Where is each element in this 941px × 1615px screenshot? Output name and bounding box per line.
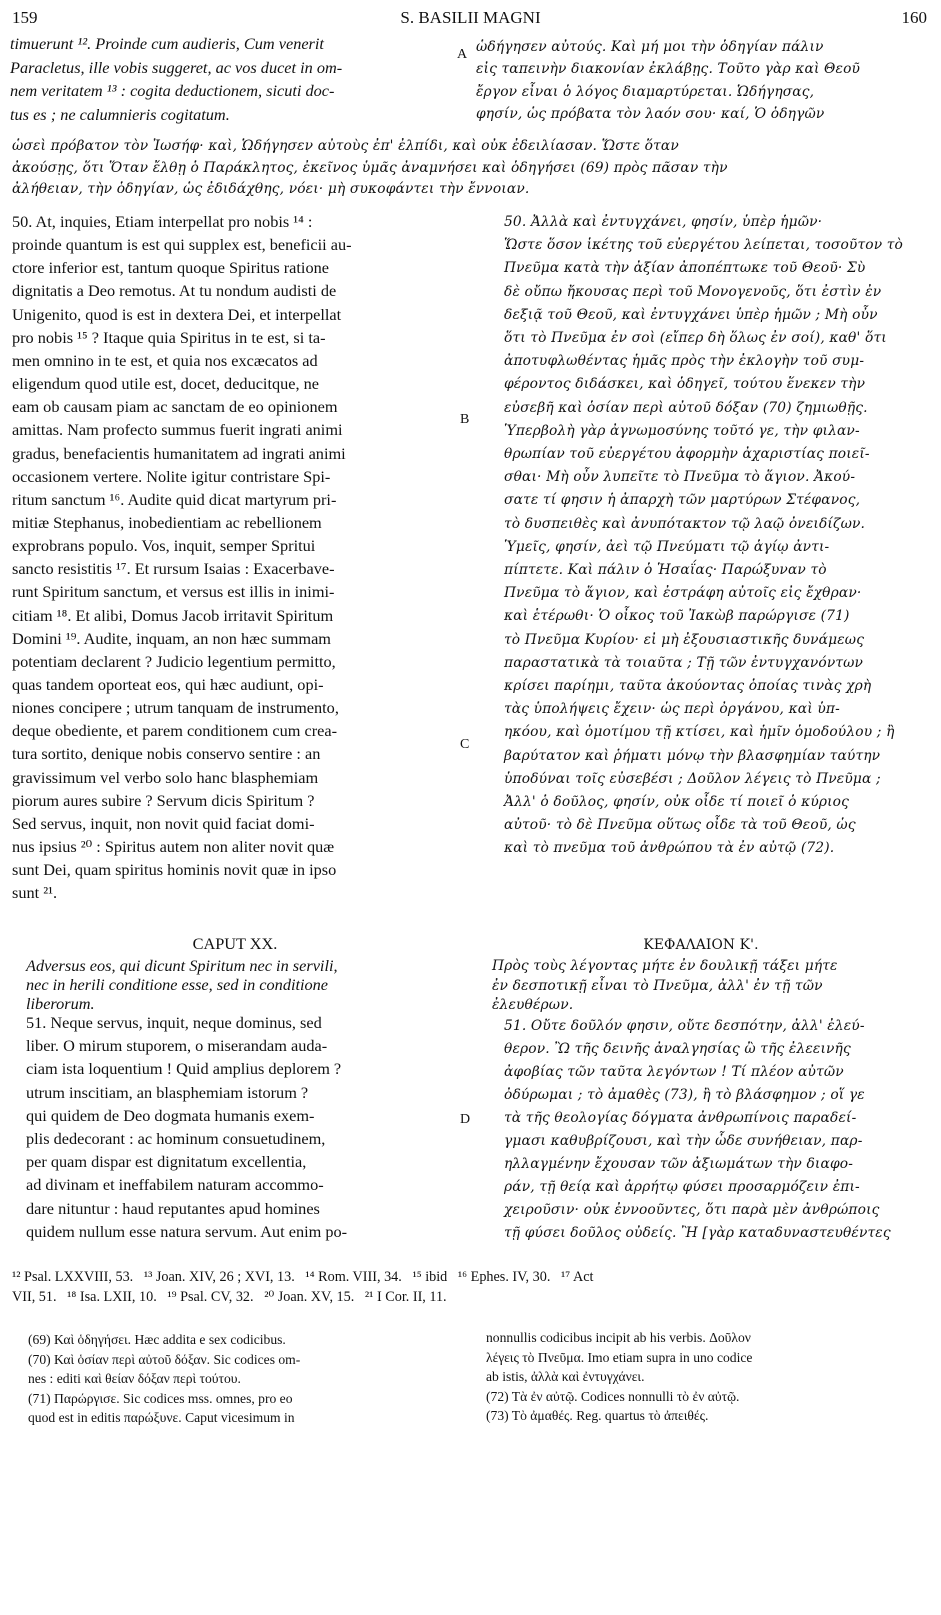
text-line: καὶ τὸ πνεῦμα τοῦ ἀνθρώπου τὰ ἐν αὐτῷ (72). bbox=[504, 840, 835, 857]
text-line: (70) Καὶ ὁσίαν περὶ αὐτοῦ δόξαν. Sic codices om- bbox=[28, 1351, 301, 1367]
text-line: ἀφοβίας τῶν ταῦτα λεγόντων ! Τί πλέον αὐτῶν bbox=[504, 1064, 844, 1080]
text-line: qui quidem de Deo dogmata humanis exem- bbox=[26, 1105, 315, 1125]
text-line: γμασι καθυβρίζουσι, καὶ τὴν ὧδε συνήθειαν, παρ- bbox=[504, 1133, 863, 1149]
text-line: βαρύτατον καὶ ῥήματι μόνῳ τὴν βλασφημίαν ταύτην bbox=[504, 747, 881, 764]
text-line: παραστατικὰ τὰ τοιαῦτα ; Τῇ τῶν ἐντυγχανόντων bbox=[504, 654, 864, 671]
text-line: Πνεῦμα τὸ ἅγιον, καὶ ἐστράφη αὐτοῖς εἰς ἔχθραν· bbox=[504, 585, 862, 602]
text-line: exprobrans populo. Vos, inquit, semper Spritui bbox=[12, 536, 316, 556]
text-line: κρίσει παρίημι, ταῦτα ἀκούοντας ὁποίας τινὰς χρὴ bbox=[504, 678, 872, 694]
text-line: Πνεῦμα κατὰ τὴν ἀξίαν ἀποπέπτωκε τοῦ Θεοῦ· Σὺ bbox=[504, 260, 866, 277]
text-line: dare nituntur : haud reputantes apud homines bbox=[26, 1198, 320, 1218]
text-line: dignitatis a Deo remotus. At tu nondum audisti de bbox=[12, 281, 337, 301]
text-line: ἀποτυφλωθέντας ἡμᾶς πρὸς τὴν ἐκλογὴν τοῦ συμ- bbox=[504, 353, 865, 370]
text-line: Adversus eos, qui dicunt Spiritum nec in servili, bbox=[26, 956, 338, 975]
text-line: 51. Neque servus, inquit, neque dominus, sed bbox=[26, 1013, 322, 1032]
text-line: gradus, benefacientis humanitatem ad ingrati animi bbox=[12, 443, 346, 463]
text-line: (71) Παρώργισε. Sic codices mss. omnes, pro eo bbox=[28, 1390, 293, 1406]
text-line: proinde quantum is est qui supplex est, beneficii au- bbox=[12, 235, 352, 255]
text-line: quod est in editis παρώξυνε. Caput vicesimum in bbox=[28, 1410, 295, 1425]
text-line: καὶ ἑτέρωθι· Ὁ οἶκος τοῦ Ἰακὼβ παρώργισε (71) bbox=[504, 608, 850, 625]
text-line: nes : editi καὶ θείαν δόξαν περὶ τούτου. bbox=[28, 1371, 241, 1386]
text-line: τὸ δυσπειθὲς καὶ ἀνυπότακτον τῷ λαῷ ὀνειδίζων. bbox=[504, 515, 866, 532]
text-line: mitiæ Stephanus, inobedientiam ac rebellionem bbox=[12, 512, 322, 532]
text-line: τὸ Πνεῦμα Κυρίου· εἰ μὴ ἐξουσιαστικῆς δυνάμεως bbox=[504, 631, 865, 648]
text-line: niones concipere ; utrum tanquam de instrumento, bbox=[12, 698, 339, 718]
text-line: δεξιᾷ τοῦ Θεοῦ, καὶ ἐντυγχάνει ὑπὲρ ἡμῶν ; Μὴ οὖν bbox=[504, 306, 878, 323]
text-line: πίπτετε. Καὶ πάλιν ὁ Ἡσαΐας· Παρώξυναν τὸ bbox=[504, 562, 827, 578]
text-line: Domini ¹⁹. Audite, inquam, an non hæc summam bbox=[12, 628, 331, 648]
text-line: ciam ista loquentium ! Quid amplius deplorem ? bbox=[26, 1059, 342, 1079]
text-line: Ὥστε ὅσον ἱκέτης τοῦ εὐεργέτου λείπεται, τοσοῦτον τὸ bbox=[504, 237, 904, 254]
text-line: sunt ²¹. bbox=[12, 883, 58, 903]
text-line: (73) Τὸ ἀμαθές. Reg. quartus τὸ ἀπειθές. bbox=[486, 1408, 709, 1423]
text-line: ἀλήθειαν, τὴν ὁδηγίαν, ὡς ἐδιδάχθης, νόει· μὴ συκοφάντει τὴν ἔννοιαν. bbox=[12, 181, 530, 197]
running-title: S. BASILII MAGNI bbox=[400, 8, 541, 27]
text-line: amittas. Nam profecto summus fuerit ingrati animi bbox=[12, 420, 343, 440]
margin-marker-b: B bbox=[460, 412, 470, 427]
text-line: εἰς ταπεινὴν διακονίαν ἐκλάβῃς. Τοῦτο γὰρ καὶ Θεοῦ bbox=[476, 61, 861, 78]
text-line: ὀδύρωμαι ; τὸ ἀμαθὲς (73), ἢ τὸ βλάσφημον ; οἵ γε bbox=[504, 1087, 865, 1103]
text-line: ἐλευθέρων. bbox=[492, 997, 574, 1013]
text-line: ὡσεὶ πρόβατον τὸν Ἰωσήφ· καὶ, Ὡδήγησεν αὐτοὺς ἐπ' ἐλπίδι, καὶ οὐκ ἐδειλίασαν. Ὥστε ὅταν bbox=[12, 138, 679, 154]
text-line: ὡδήγησεν αὐτούς. Καὶ μή μοι τὴν ὁδηγίαν πάλιν bbox=[476, 39, 824, 55]
text-line: Ἀλλ' ὁ δοῦλος, φησίν, οὐκ οἶδε τί ποιεῖ ὁ κύριος bbox=[504, 794, 850, 810]
text-line: per quam dispar est dignitatum excellentia, bbox=[26, 1152, 307, 1172]
text-line: eligendum quod utile est, docet, deducitque, ne bbox=[12, 374, 319, 394]
text-line: ad divinam et ineffabilem naturam accommo- bbox=[26, 1175, 324, 1195]
text-line: nec in herili conditione esse, sed in conditione bbox=[26, 975, 329, 994]
text-line: nem veritatem ¹³ : cogita deductionem, sicuti doc- bbox=[10, 81, 335, 101]
text-line: (69) Καὶ ὁδηγήσει. Hæc addita e sex codicibus. bbox=[28, 1332, 286, 1347]
text-line: nus ipsius ²⁰ : Spiritus autem non aliter novit quæ bbox=[12, 837, 335, 857]
margin-marker-a: A bbox=[457, 47, 468, 62]
text-line: θρωπίαν τοῦ εὐεργέτου ἀφορμὴν ἀχαριστίας ποιεῖ- bbox=[504, 446, 870, 462]
text-line: occasionem vertere. Nolite igitur contristare Spi- bbox=[12, 466, 331, 486]
text-line: Ὑπερβολὴ γὰρ ἀγνωμοσύνης τοῦτό γε, τὴν φιλαν- bbox=[504, 422, 860, 439]
text-line: utrum inscitiam, an blasphemiam istorum ? bbox=[26, 1082, 309, 1102]
margin-marker-c: C bbox=[460, 737, 470, 752]
text-line: plis dedecorant : ac hominum consuetudinem, bbox=[26, 1129, 326, 1148]
text-line: liber. O mirum stuporem, o miserandam auda- bbox=[26, 1036, 328, 1056]
text-line: quas tandem oporteat eos, qui hæc audiunt, opi- bbox=[12, 675, 324, 694]
text-line: Unigenito, quod is est in dextera Dei, et interpellat bbox=[12, 304, 342, 324]
text-line: liberorum. bbox=[26, 994, 95, 1013]
text-line: ράν, τῇ θείᾳ καὶ ἀρρήτῳ φύσει προσαρμόζειν ἐπι- bbox=[504, 1179, 860, 1195]
text-line: pro nobis ¹⁵ ? Itaque quia Spiritus in te est, si ta- bbox=[12, 327, 326, 347]
text-line: Πρὸς τοὺς λέγοντας μήτε ἐν δουλικῇ τάξει μήτε bbox=[492, 958, 838, 974]
text-line: τὰς ὑπολήψεις ἔχειν· ὡς περὶ ὀργάνου, καὶ ὑπ- bbox=[504, 701, 840, 718]
text-line: ritum sanctum ¹⁶. Audite quid dicat martyrum pri- bbox=[12, 489, 337, 509]
text-line: ὅτι τὸ Πνεῦμα ἐν σοὶ (εἴπερ δὴ ὅλως ἐν σοί), καθ' ὅτι bbox=[504, 330, 887, 346]
text-line: ἐν δεσποτικῇ εἶναι τὸ Πνεῦμα, ἀλλ' ἐν τῇ τῶν bbox=[492, 977, 823, 994]
text-line: ctore inferior est, tantum quoque Spiritus ratione bbox=[12, 258, 329, 278]
text-line: 50. At, inquies, Etiam interpellat pro nobis ¹⁴ : bbox=[12, 212, 313, 231]
text-line: σατε τί φησιν ἡ ἀπαρχὴ τῶν μαρτύρων Στέφανος, bbox=[504, 492, 861, 509]
text-line: ἀκούσῃς, ὅτι Ὅταν ἔλθῃ ὁ Παράκλητος, ἐκεῖνος ὑμᾶς ἀναμνήσει καὶ ὁδηγήσει (69) πρὸς πᾶσαν τὴν bbox=[12, 159, 728, 176]
text-line: ηκόου, καὶ ὁμοτίμου τῇ κτίσει, καὶ ἡμῖν ὁμοδούλου ; ἢ bbox=[504, 724, 895, 741]
text-line: sunt Dei, quam spiritus hominis novit quæ in ipso bbox=[12, 860, 337, 880]
text-line: citiam ¹⁸. Et alibi, Domus Jacob irritavit Spiritum bbox=[12, 605, 334, 625]
text-line: ab istis, ἀλλὰ καὶ ἐντυγχάνει. bbox=[486, 1369, 645, 1384]
text-line: nonnullis codicibus incipit ab his verbis. Δοῦλον bbox=[486, 1330, 751, 1345]
text-line: χειροῦσιν· οὐκ ἐννοοῦντες, ὅτι παρὰ μὲν ἀνθρώποις bbox=[504, 1202, 880, 1218]
text-line: ὑποδύναι τοῖς εὐσεβέσι ; Δοῦλον λέγεις τὸ Πνεῦμα ; bbox=[504, 770, 881, 787]
text-line: tus es ; ne calumnieris cogitatum. bbox=[10, 105, 230, 125]
text-line: Paracletus, ille vobis suggeret, ac vos ducet in om- bbox=[10, 57, 343, 77]
text-line: ¹² Psal. LXXVIII, 53. ¹³ Joan. XIV, 26 ; XVI, 13. ¹⁴ Rom. VIII, 34. ¹⁵ ibid ¹⁶ Ephes. IV, 30. ¹⁷ Act bbox=[12, 1269, 594, 1285]
text-line: VII, 51. ¹⁸ Isa. LXII, 10. ¹⁹ Psal. CV, 32. ²⁰ Joan. XV, 15. ²¹ I Cor. II, 11. bbox=[12, 1289, 447, 1305]
text-line: eam ob causam piam ac sanctam de eo opinionem bbox=[12, 397, 338, 417]
text-line: δὲ οὔπω ἤκουσας περὶ τοῦ Μονογενοῦς, ὅτι ἐστὶν ἐν bbox=[504, 283, 882, 300]
text-line: quidem nullum esse natura servum. Aut enim po- bbox=[26, 1221, 348, 1241]
text-line: deque obediente, et parem conditionem cum crea- bbox=[12, 721, 338, 741]
text-line: ηλλαγμένην ἔχουσαν τῶν ἀξιωμάτων τὴν διαφο- bbox=[504, 1156, 854, 1172]
text-line: piorum aures subire ? Servum dicis Spiritum ? bbox=[12, 790, 315, 810]
text-line: (72) Τὰ ἐν αὐτῷ. Codices nonnulli τὸ ἐν αὐτῷ. bbox=[486, 1388, 740, 1404]
text-line: εὐσεβῆ καὶ ὁσίαν περὶ αὐτοῦ δόξαν (70) ζημιωθῇς. bbox=[504, 399, 868, 416]
text-line: λέγεις τὸ Πνεῦμα. Imo etiam supra in uno codice bbox=[486, 1349, 753, 1365]
text-line: φέροντος διδάσκει, καὶ ὁδηγεῖ, τούτου ἕνεκεν τὴν bbox=[504, 376, 866, 393]
text-line: Sed servus, inquit, non novit quid faciat domi- bbox=[12, 813, 315, 833]
text-line: tura sortito, denique nobis conservo sentire : an bbox=[12, 744, 321, 764]
text-line: σθαι· Μὴ οὖν λυπεῖτε τὸ Πνεῦμα τὸ ἅγιον. Ἀκού- bbox=[504, 469, 856, 486]
text-line: sancto resistitis ¹⁷. Et rursum Isaias : Exacerbave- bbox=[12, 559, 335, 579]
text-line: τῇ φύσει δοῦλος οὐδείς. Ἢ [γὰρ καταδυναστευθέντες bbox=[504, 1225, 891, 1241]
text-line: τὰ τῆς θεολογίας δόγματα ἀνθρωπίνοις παραδεί- bbox=[504, 1110, 857, 1126]
left-page-number: 159 bbox=[12, 8, 38, 27]
margin-marker-d: D bbox=[460, 1112, 471, 1127]
text-line: 50. Ἀλλὰ καὶ ἐντυγχάνει, φησίν, ὑπὲρ ἡμῶν· bbox=[504, 214, 823, 230]
text-line: θερον. Ὢ τῆς δεινῆς ἀναλγησίας ὢ τῆς ἐλεεινῆς bbox=[504, 1041, 851, 1057]
text-line: αὐτοῦ· τὸ δὲ Πνεῦμα οὕτως οἶδε τὰ τοῦ Θεοῦ, ὡς bbox=[504, 817, 856, 834]
text-line: ἔργον εἶναι ὁ λόγος διαμαρτύρεται. Ὡδήγησας, bbox=[476, 83, 815, 100]
text-line: potentiam declarent ? Judicio legentium permitto, bbox=[12, 651, 336, 671]
text-line: Ὑμεῖς, φησίν, ἀεὶ τῷ Πνεύματι τῷ ἁγίῳ ἀντι- bbox=[504, 538, 830, 555]
chapter-title-latin: CAPUT XX. bbox=[192, 934, 278, 953]
text-line: men omnino in te est, et quia nos excæcatos ad bbox=[12, 350, 318, 370]
text-line: runt Spiritum sanctum, et versus est illis in inimi- bbox=[12, 582, 335, 602]
text-line: gravissimum vel verbo solo hanc blasphemiam bbox=[12, 767, 319, 787]
text-line: timuerunt ¹². Proinde cum audieris, Cum venerit bbox=[10, 34, 324, 53]
right-page-number: 160 bbox=[901, 8, 927, 27]
text-line: φησίν, ὡς πρόβατα τὸν λαόν σου· καί, Ὁ ὁδηγῶν bbox=[476, 105, 825, 122]
chapter-title-greek: ΚΕΦΑΛΑΙΟΝ Κ'. bbox=[643, 937, 759, 953]
text-line: 51. Οὔτε δοῦλόν φησιν, οὔτε δεσπότην, ἀλλ' ἐλεύ- bbox=[504, 1018, 865, 1034]
